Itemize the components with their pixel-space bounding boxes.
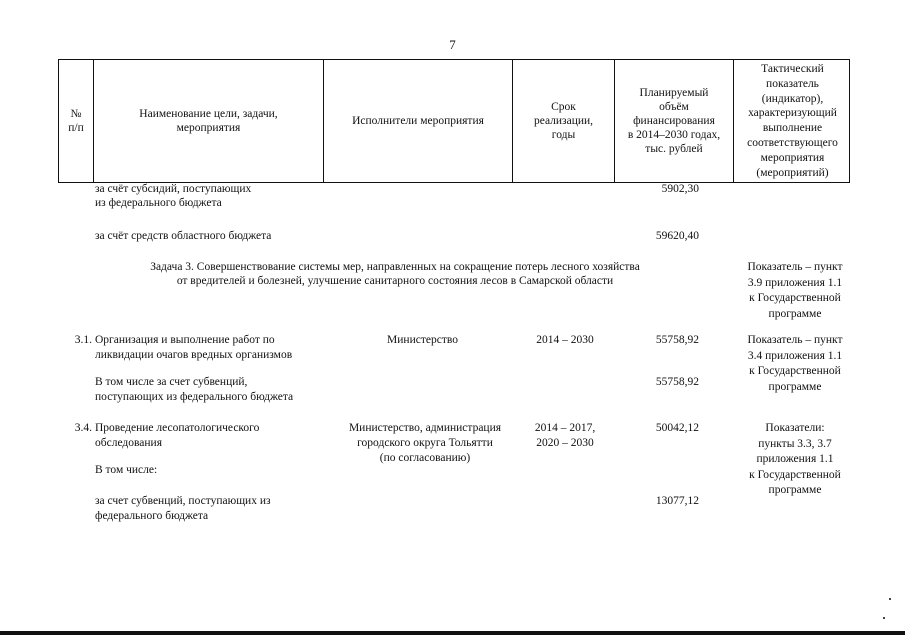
task-3-title: Задача 3. Совершенствование системы мер, направленных на сокращение потерь лесного хозяйства от вредителей и болезней, улучшение санитарного состояния лесов в Самарской области — [150, 261, 640, 287]
table-header — [58, 59, 850, 183]
header-term: Срок реализации, годы — [533, 101, 594, 141]
row-3-1-indicator: Показатель – пункт 3.4 приложения 1.1 к Государственной программе — [747, 334, 843, 393]
page-number: 7 — [449, 37, 456, 52]
row-3-1-executor: Министерство — [387, 334, 458, 346]
task-3-indicator: Показатель – пункт 3.9 приложения 1.1 к Государственной программе — [747, 261, 843, 320]
row-regional-budget: за счёт средств областного бюджета — [95, 230, 272, 242]
row-3-1-name: Организация и выполнение работ по ликвидации очагов вредных организмов — [95, 334, 293, 361]
row-3-4-subvention: за счет субвенций, поступающих из федерального бюджета — [95, 495, 271, 522]
row-3-4-subvention-financing: 13077,12 — [655, 495, 699, 507]
row-3-4-number: 3.4. — [74, 422, 92, 434]
header-executors: Исполнители мероприятия — [352, 115, 484, 127]
header-number: № п/п — [68, 108, 84, 134]
header-name: Наименование цели, задачи, мероприятия — [139, 108, 278, 134]
row-3-4-executors: Министерство, администрация городского округа Тольятти (по согласованию) — [348, 422, 502, 464]
scan-speck — [889, 598, 891, 600]
row-3-1-subvention: В том числе за счет субвенций, поступающих из федерального бюджета — [95, 376, 294, 403]
row-regional-budget-financing: 59620,40 — [655, 230, 699, 242]
row-3-4-financing: 50042,12 — [655, 422, 699, 434]
header-indicator: Тактический показатель (индикатор), характеризующий выполнение соответствующего мероприятия (мероприятий) — [747, 63, 838, 179]
row-3-1-subvention-financing: 55758,92 — [655, 376, 699, 388]
row-3-4-including: В том числе: — [95, 464, 158, 476]
row-3-1-financing: 55758,92 — [655, 334, 699, 346]
row-federal-subsidies-financing: 5902,30 — [661, 183, 699, 195]
scan-speck — [883, 617, 885, 619]
row-3-4-name: Проведение лесопатологического обследования — [95, 422, 260, 449]
row-3-4-term: 2014 – 2017, 2020 – 2030 — [534, 422, 596, 449]
row-3-4-indicator: Показатели: пункты 3.3, 3.7 приложения 1.1 к Государственной программе — [749, 422, 841, 496]
row-3-1-number: 3.1. — [74, 334, 92, 346]
row-3-1-term: 2014 – 2030 — [536, 334, 594, 346]
row-federal-subsidies: за счёт субсидий, поступающих из федерального бюджета — [95, 183, 252, 209]
scan-bottom-edge — [0, 631, 905, 635]
header-financing: Планируемый объём финансирования в 2014–2030 годах, тыс. рублей — [627, 87, 721, 155]
